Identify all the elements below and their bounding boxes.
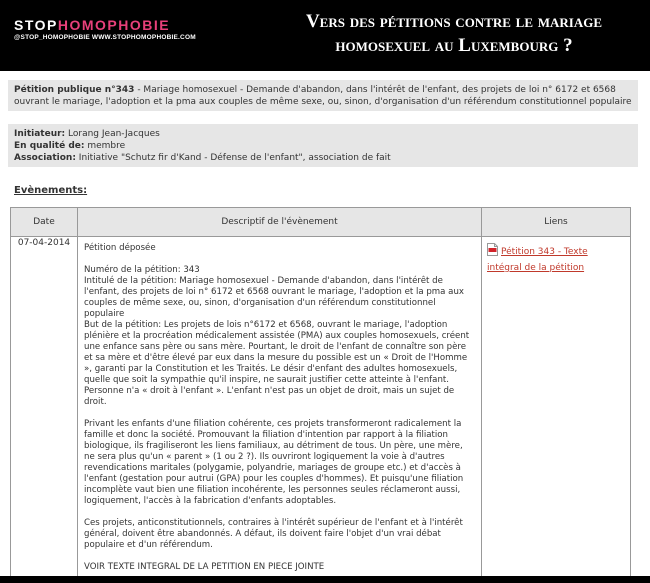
initiator-label: Initiateur: — [14, 129, 66, 139]
association-label: Association: — [14, 153, 76, 163]
role-line — [14, 140, 632, 152]
association-value: Initiative "Schutz fir d'Kand - Défense de l'enfant", association de fait — [75, 153, 391, 163]
event-date: 07-04-2014 — [11, 237, 78, 578]
initiator-line — [14, 128, 632, 140]
logo-highlight: HOMOPHOBIE — [57, 17, 171, 33]
petition-pdf-link-label: Pétition 343 - Texte intégral de la pétition — [487, 247, 588, 273]
footer-bar — [0, 576, 650, 583]
column-header-links: Liens — [482, 208, 631, 237]
event-links — [482, 237, 631, 578]
event-paragraph-2: Privant les enfants d'une filiation cohérente, ces projets transformeront radicalement la famille et donc la société. Promouvant la filiation d'intention par rapport à la filiation biologique, ils fragiliseront les liens familiaux, au détriment de tous. Un père, une mère, ne sera plus qu'un « parent » (1 ou 2 ?). Ils ouvriront logiquement la voie à d'autres revendications maritales (polygamie, polyandrie, mariages de groupe etc.) et d'accès à l'enfant (gestation pour autrui (GPA) pour les couples d'hommes). Et puisqu'une filiation incomplète vaut bien une filiation incohérente, les personnes seules réclameront aussi, logiquement, l'accès à la fabrication d'enfants adoptables. — [84, 419, 464, 506]
headline-line-2: homosexuel au Luxembourg ? — [335, 35, 573, 56]
initiator-value: Lorang Jean-Jacques — [65, 129, 160, 139]
logo-prefix: STOP — [14, 17, 58, 33]
events-heading — [14, 185, 87, 196]
header-banner — [0, 0, 650, 71]
petition-pdf-link[interactable] — [487, 247, 588, 273]
petition-label: Pétition publique n°343 — [14, 85, 135, 95]
headline-line-1: Vers des pétitions contre le mariage — [305, 11, 603, 32]
petition-summary — [8, 80, 638, 111]
event-title: Pétition déposée — [84, 243, 156, 253]
event-description — [78, 237, 482, 578]
site-logo[interactable] — [14, 17, 170, 33]
logo-subtitle: @STOP_HOMOPHOBIE WWW.STOPHOMOPHOBIE.COM — [14, 34, 196, 41]
role-value: membre — [84, 141, 126, 151]
events-heading-colon: : — [83, 185, 88, 196]
events-heading-text: Evènements — [14, 185, 84, 196]
column-header-date: Date — [11, 208, 78, 237]
events-table-header — [11, 208, 631, 237]
column-header-description: Descriptif de l'évènement — [78, 208, 482, 237]
association-line — [14, 152, 632, 164]
event-paragraph-1: Numéro de la pétition: 343 Intitulé de la pétition: Mariage homosexuel - Demande d'abandon, dans l'intérêt de l'enfant, des projets de loi n° 6172 et 6568 ouvrant le mariage, l'adoption et la pma aux couples de même sexe, ou, sinon, d'organisation d'un référendum constitutionnel populaire But de la pétition: Les projets de lois n°6172 et 6568, ouvrant le mariage, l'adoption plénière et la procréation médicalement assistée (PMA) aux couples homosexuels, créent une enfance sans père ou sans mère. Pourtant, le droit de l'enfant de connaître son père et sa mère et d'être élevé par eux dans la mesure du possible est un « Droit de l'Homme », garanti par la Constitution et les Traités. Le désir d'enfant des adultes homosexuels, quelle que soit la sympathie qu'il inspire, ne saurait justifier cette atteinte à l'enfant. Personne n'a « droit à l'enfant ». L'enfant n'est pas un objet de droit, mais un sujet de droit. — [84, 265, 470, 407]
table-row — [11, 237, 631, 578]
initiator-box — [8, 124, 638, 167]
petition-description: - Mariage homosexuel - Demande d'abandon, dans l'intérêt de l'enfant, des projets de loi n° 6172 et 6568 ouvrant le mariage, l'adoption et la pma aux couples de même sexe, ou, sinon, d'organisation d'un référendum constitutionnel populaire — [14, 85, 632, 107]
event-paragraph-3: Ces projets, anticonstitutionnels, contraires à l'intérêt supérieur de l'enfant et à l'intérêt général, doivent être abandonnés. A défaut, ils doivent faire l'objet d'un vrai débat populaire et d'un référendum. — [84, 518, 463, 550]
headline — [264, 10, 644, 58]
event-paragraph-4: VOIR TEXTE INTEGRAL DE LA PETITION EN PIECE JOINTE — [84, 562, 325, 572]
pdf-icon — [487, 243, 498, 256]
events-table — [10, 207, 631, 578]
role-label: En qualité de: — [14, 141, 85, 151]
